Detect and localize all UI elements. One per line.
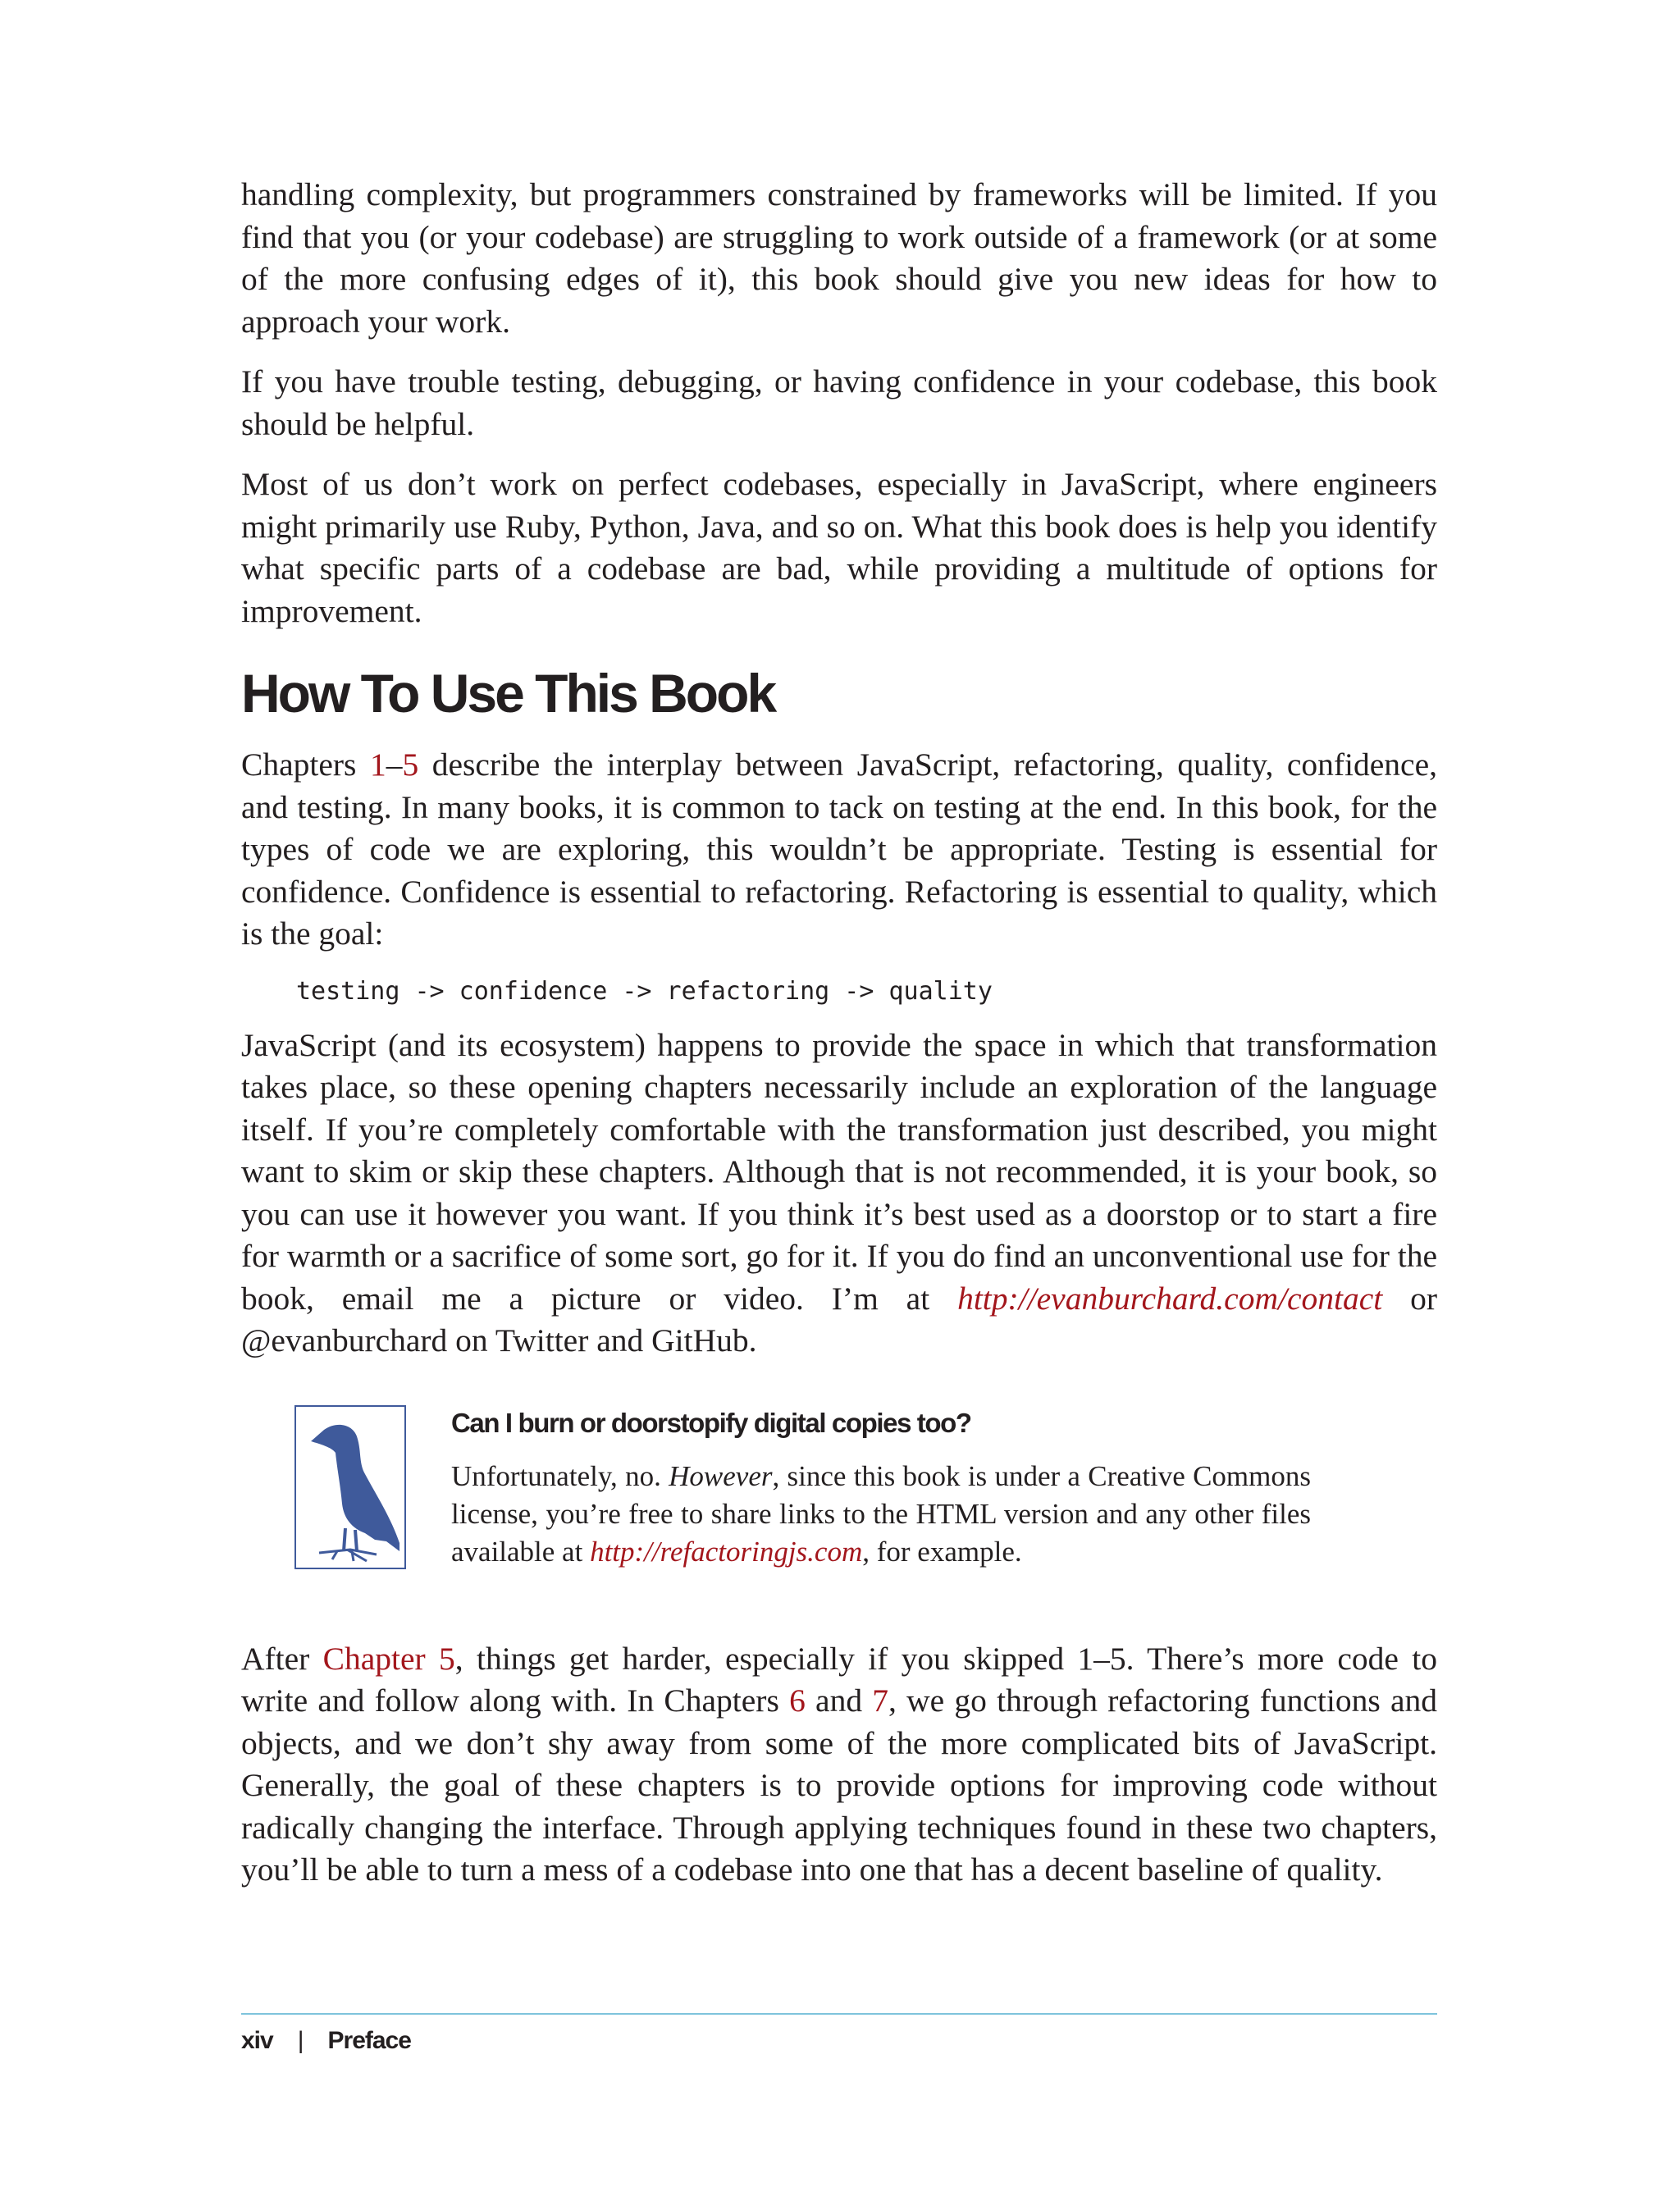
text: or @evanburchard on Twitter and GitHub. — [241, 1280, 1438, 1358]
text: , things get harder, especially if you skipped 1–5. There’s more code to write and follow along with. In Chapters — [241, 1640, 1438, 1719]
section-heading: How To Use This Book — [241, 663, 775, 724]
contact-link[interactable]: http://evanburchard.com/contact — [957, 1280, 1383, 1317]
code-example: testing -> confidence -> refactoring -> quality — [296, 976, 993, 1006]
paragraph-ecosystem — [241, 1025, 1437, 1363]
note-text — [451, 1458, 1311, 1571]
paragraph-framework: handling complexity, but programmers constrained by frameworks will be limited. If you find that you (or your codebase) are struggling to work outside of a framework (or at some of the more confusing edges of it), this book should give you new ideas for how to approach your work. — [241, 176, 1437, 340]
page-content — [241, 174, 1437, 1910]
text: JavaScript (and its ecosystem) happens to provide the space in which that transformation takes place, so these opening chapters necessarily include an exploration of the language itself. If you’re completely comfortable with the transformation just described, you might want to skim or skip these chapters. Although that is not recommended, it is your book, so you can use it however you want. If you think it’s best used as a doorstop or to start a fire for warmth or a sacrifice of some sort, go for it. If you do find an unconventional use for the book, email me a picture or video. I’m at — [241, 1026, 1437, 1317]
chapter-5-link[interactable]: 5 — [402, 746, 419, 783]
refactoringjs-link[interactable]: http://refactoringjs.com — [590, 1535, 863, 1568]
crow-icon — [294, 1405, 406, 1569]
chapter-1-link[interactable]: 1 — [369, 746, 386, 783]
paragraph-testing: If you have trouble testing, debugging, or having confidence in your codebase, this book should be helpful. — [241, 363, 1437, 442]
paragraph-codebases: Most of us don’t work on perfect codebases, especially in JavaScript, where engineers might primarily use Ruby, Python, Java, and so on. What this book does is help you identify what specific parts of a codebase are bad, while providing a multitude of options for improvement. — [241, 466, 1437, 629]
text: describe the interplay between JavaScript, refactoring, quality, confidence, and testing. In many books, it is common to tack on testing at the end. In this book, for the types of code we are exploring, this wouldn’t be appropriate. Testing is essential for confidence. Confidence is essential to refactoring. Refactoring is essential to quality, which is the goal: — [241, 746, 1437, 952]
chapter-6-link[interactable]: 6 — [789, 1682, 806, 1719]
text: , we go through refactoring functions and objects, and we don’t shy away from some of the more complicated bits of JavaScript. Generally, the goal of these chapters is to provide options for improving code without radically changing the interface. Through applying techniques found in these two chapters, you’ll be able to turn a mess of a codebase into one that has a decent baseline of quality. — [241, 1682, 1437, 1888]
text: After — [241, 1640, 323, 1677]
footer-rule — [241, 2013, 1437, 2015]
text: and — [805, 1682, 873, 1719]
emphasis: However — [669, 1459, 773, 1492]
note-body — [451, 1405, 1311, 1571]
note-box — [294, 1405, 1437, 1586]
paragraph-chapters — [241, 744, 1437, 956]
text: , for example. — [862, 1535, 1022, 1568]
chapter-7-link[interactable]: 7 — [872, 1682, 889, 1719]
page-number: xiv — [241, 2027, 273, 2054]
footer-section: Preface — [327, 2027, 411, 2054]
note-title: Can I burn or doorstopify digital copies too? — [451, 1407, 971, 1438]
page-footer — [241, 2025, 411, 2057]
text: , since this book is under a Creative Commons license, you’re free to share links to the HTML version and any other files available at — [451, 1459, 1311, 1568]
chapter-5-link[interactable]: Chapter 5 — [322, 1640, 455, 1677]
text: Unfortunately, no. — [451, 1459, 669, 1492]
text: Chapters — [241, 746, 370, 783]
paragraph-after-chapter-5 — [241, 1638, 1437, 1892]
footer-separator: | — [297, 2027, 304, 2054]
dash: – — [386, 746, 403, 783]
